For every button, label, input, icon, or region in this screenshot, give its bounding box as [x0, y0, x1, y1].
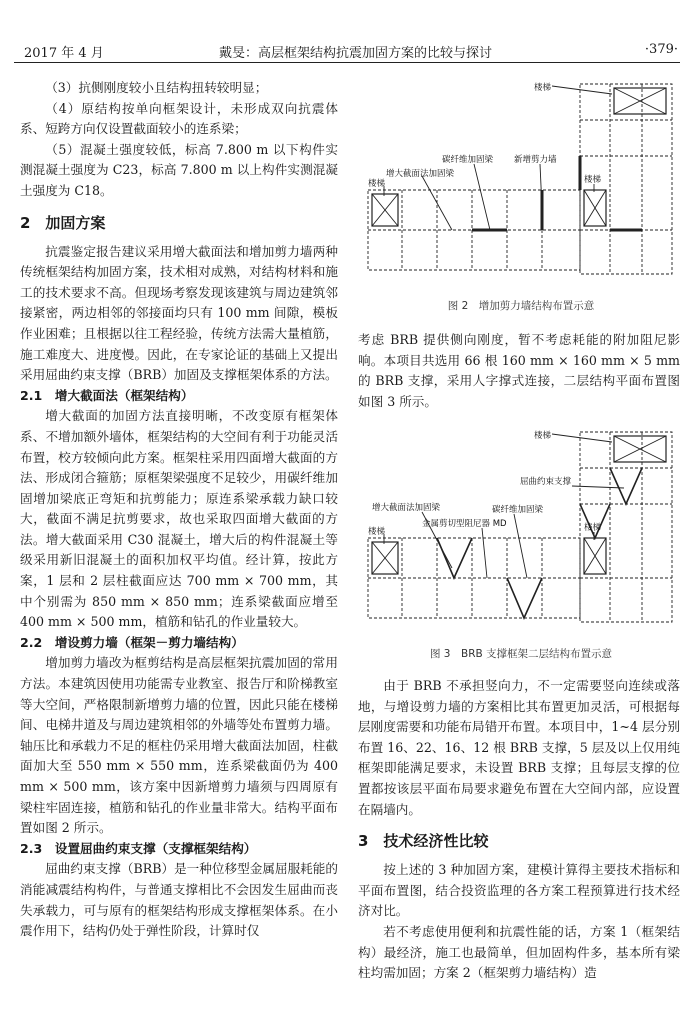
label-cfrp: 碳纤维加固梁: [492, 505, 544, 515]
subsection-heading: 2.3 设置屈曲约束支撑（支撑框架结构）: [20, 840, 257, 856]
figure-3-plan: [362, 428, 680, 628]
label-new-wall: 新增剪力墙: [514, 155, 557, 165]
subsection-heading: 2.1 增大截面法（框架结构）: [20, 387, 194, 403]
right-column-lower: [358, 676, 680, 984]
journal-date: 2017 年 4 月: [24, 46, 104, 61]
subsection-heading: 2.2 增设剪力墙（框架－剪力墙结构）: [20, 634, 244, 650]
right-column: [358, 330, 680, 412]
paragraph: 由于 BRB 不承担竖向力，不一定需要竖向连续或落地，与增设剪力墙的方案相比其布置更加灵活，可根据每层刚度需要和功能布局错开布置。本项目中，1~4 层分别布置 16、22、16、12 根 BRB 支撑，5 层及以上仅用纯框架即能满足要求，未设置 BRB 支撑；且每层支撑的位置都按该层平面布局要求避免布置在大空间内部，应设置在隔墙内。: [358, 678, 680, 817]
left-column: [20, 78, 338, 942]
paragraph: 增大截面的加固方法直接明晰，不改变原有框架体系、不增加额外墙体，框架结构的大空间有利于功能灵活布置，校方较倾向此方案。框架柱采用四面增大截面的方法、形成闭合箍筋；原框架梁强度不足较少，用碳纤维加固增加梁底正弯矩和抗剪能力；原连系梁承载力缺口较大，截面不满足抗剪要求，故也采取四面增大截面的方法。增大截面采用 C30 混凝土，增大后的构件混凝土等级采用新旧混凝土的面积加权平均值。经计算，按此方案，1 层和 2 层柱截面应达 700 mm × 700 mm，其中个别需为 850 mm × 850 mm；连系梁截面应增至 400 mm × 500 mm，植筋和钻孔的作业量较大。: [20, 408, 338, 630]
figure-3-caption: 图 3 BRB 支撑框架二层结构布置示意: [429, 648, 613, 660]
label-stair-top: 楼梯: [534, 431, 552, 441]
label-stair-right: 楼梯: [584, 175, 602, 185]
label-enlarged: 增大截面法加固梁: [386, 169, 455, 179]
figure-2-caption: 图 2 增加剪力墙结构布置示意: [447, 300, 595, 312]
list-item: （5）混凝土强度较低，标高 7.800 m 以下构件实测混凝土强度为 C23，标高 7.800 m 以上构件实测混凝土强度为 C18。: [20, 141, 338, 198]
label-brb: 屈曲约束支撑: [520, 477, 572, 487]
paragraph: 增加剪力墙改为框剪结构是高层框架抗震加固的常用方法。本建筑因使用功能需专业教室、报告厅和阶梯教室等大空间，严格限制新增剪力墙的位置，因此只能在楼梯间、电梯井道及与周边建筑相邻的外墙等处布置剪力墙。轴压比和承载力不足的框柱仍采用增大截面法加固，柱截面加大至 550 mm × 550 mm，连系梁截面仍为 400 mm × 500 mm，该方案中因新增剪力墙须与四周原有梁柱牢固连接，植筋和钻孔的作业量非常大。结构平面布置如图 2 所示。: [20, 655, 338, 836]
label-stair-right: 楼梯: [584, 523, 602, 533]
running-title: 戴旻：高层框架结构抗震加固方案的比较与探讨: [219, 46, 493, 61]
list-item: （3）抗侧刚度较小且结构扭转较明显；: [45, 80, 268, 95]
label-stair-top: 楼梯: [534, 83, 552, 93]
paragraph: 按上述的 3 种加固方案，建模计算得主要技术指标和平面布置图，结合投资监理的各方案工程预算进行技术经济对比。: [358, 862, 680, 919]
label-stair-left: 楼梯: [368, 179, 386, 189]
page-number: ·379·: [644, 42, 678, 57]
label-cfrp: 碳纤维加固梁: [442, 155, 494, 165]
figure-2: [362, 80, 680, 280]
figure-2-plan: [362, 80, 680, 280]
paragraph: 抗震鉴定报告建议采用增大截面法和增加剪力墙两种传统框架结构加固方案，技术相对成熟，对结构材料和施工的技术要求不高。但现场考察发现该建筑与周边建筑邻接紧密，两边相邻的邻接面均只有 100 mm 间隙，模板作业困难；且根据以往工程经验，传统方法需大量植筋，施工难度大、进度慢。因此，在专家论证的基础上又提出采用屈曲约束支撑（BRB）加固及支撑框架体系的方法。: [20, 243, 338, 383]
paragraph: 考虑 BRB 提供侧向刚度，暂不考虑耗能的附加阻尼影响。本项目共选用 66 根 160 mm × 160 mm × 5 mm 的 BRB 支撑，采用人字撑式连接，二层结构平面布置图如图 3 所示。: [358, 332, 680, 409]
page-header: [14, 40, 680, 63]
paragraph: 屈曲约束支撑（BRB）是一种位移型金属屈服耗能的消能减震结构构件，与普通支撑相比不会因发生屈曲而丧失承载力，可与原有的框架结构形成支撑框架体系。在小震作用下，结构仍处于弹性阶段，计算时仅: [20, 861, 338, 939]
label-enlarged: 增大截面法加固梁: [372, 503, 441, 513]
paragraph: 若不考虑使用便利和抗震性能的话，方案 1（框架结构）最经济，施工也最简单，但加固构件多，基本所有梁柱均需加固；方案 2（框架剪力墙结构）造: [358, 923, 680, 981]
label-damper: 金属剪切型阻尼器 MD: [422, 519, 507, 529]
label-stair-left: 楼梯: [368, 527, 386, 537]
list-item: （4）原结构按单向框架设计，未形成双向抗震体系、短跨方向仅设置截面较小的连系梁；: [20, 100, 338, 137]
section-heading: 3 技术经济性比较: [358, 832, 489, 851]
section-heading: 2 加固方案: [20, 213, 106, 232]
figure-3: [362, 428, 680, 628]
